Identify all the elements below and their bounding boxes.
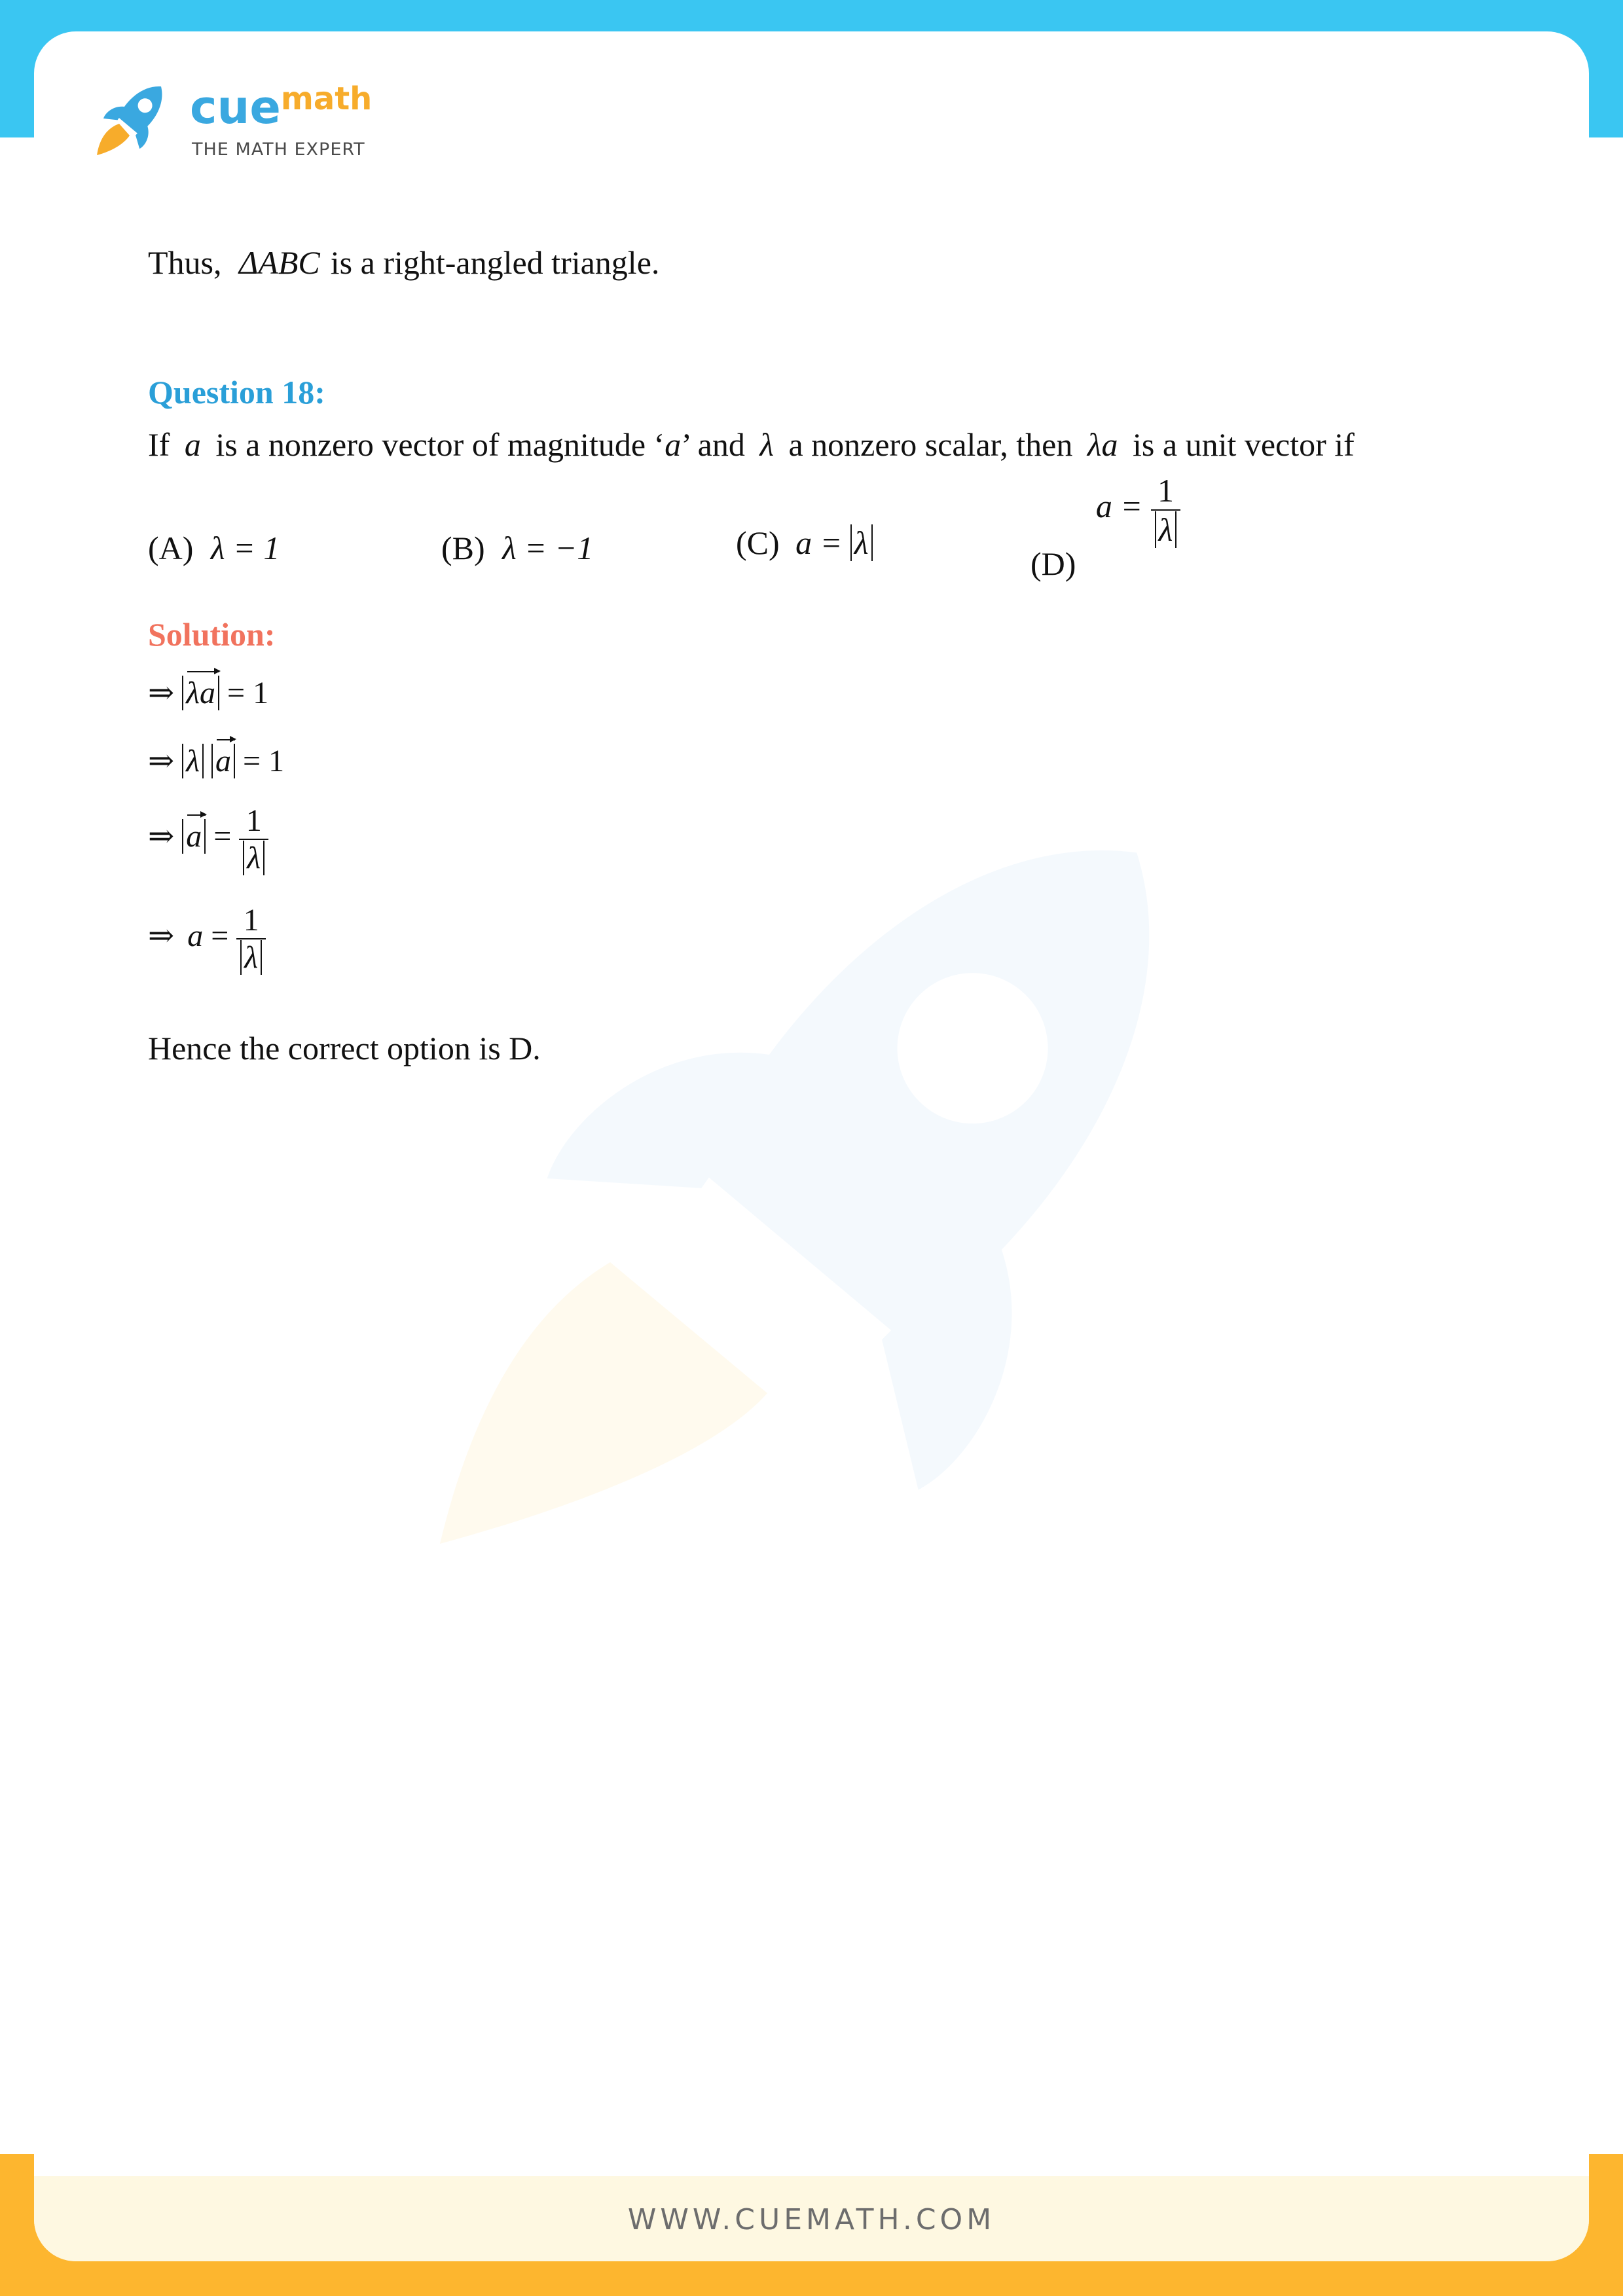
step1-abs-lambda-a <box>182 676 219 710</box>
step2-vector-a: a <box>215 744 232 778</box>
solution-heading: Solution: <box>148 616 276 653</box>
footer-url[interactable]: WWW.CUEMATH.COM <box>627 2203 996 2236</box>
brand-tagline: THE MATH EXPERT <box>192 139 365 160</box>
step1-one: 1 <box>253 676 269 710</box>
rocket-logo-icon <box>92 75 177 160</box>
option-b <box>441 529 593 567</box>
question-part5: a nonzero scalar, then <box>788 426 1073 463</box>
brand-name-math: math <box>280 81 373 117</box>
solution-step-4 <box>148 902 266 975</box>
step1-lambda-a: λa <box>186 676 216 710</box>
option-a-expr: λ = 1 <box>210 530 280 566</box>
option-d-fraction <box>1151 471 1181 549</box>
option-c-lhs: a = <box>795 524 843 561</box>
rocket-watermark-icon <box>401 725 1317 1642</box>
question-text <box>148 426 1355 464</box>
option-b-label: (B) <box>441 530 485 566</box>
page-card <box>34 31 1589 2261</box>
option-b-expr: λ = −1 <box>502 530 594 566</box>
step2-one: 1 <box>268 744 285 778</box>
option-d-abs-lambda: λ <box>1155 511 1177 548</box>
intro-line <box>148 244 659 282</box>
question-part6: is a unit vector if <box>1133 426 1355 463</box>
step2-abs-a <box>211 744 235 778</box>
conclusion: Hence the correct option is D. <box>148 1030 541 1066</box>
magnitude-a: a <box>665 426 682 463</box>
brand-name-cue: cue <box>190 81 281 134</box>
option-d-lhs: a = <box>1095 488 1143 525</box>
question-heading: Question 18: <box>148 374 325 410</box>
option-c <box>736 524 873 562</box>
question-if: If <box>148 426 170 463</box>
step4-numerator: 1 <box>243 903 259 938</box>
option-c-label: (C) <box>736 524 780 561</box>
option-d-numerator: 1 <box>1158 472 1174 509</box>
option-d-label: (D) <box>1030 545 1076 583</box>
lambda-a-vector: λa <box>1087 426 1118 463</box>
step3-vector-a: a <box>186 819 202 854</box>
step3-numerator: 1 <box>246 803 262 838</box>
step4-a: a <box>187 919 204 954</box>
brand-wordmark <box>190 81 373 134</box>
step4-abs-lambda: λ <box>240 940 262 975</box>
triangle-abc: ΔABC <box>239 244 320 281</box>
intro-suffix: is a right-angled triangle. <box>330 244 660 281</box>
solution-step-3 <box>148 803 268 876</box>
scalar-lambda: λ <box>759 426 774 463</box>
step2-abs-lambda: λ <box>182 744 204 778</box>
question-part2: is a nonzero vector of magnitude ‘ <box>215 426 665 463</box>
step4-implies: ⇒ <box>148 919 175 954</box>
footer-strip <box>34 2176 1589 2261</box>
step1-implies: ⇒ <box>148 676 175 710</box>
step3-abs-a <box>182 819 206 854</box>
question-part4: ’ and <box>681 426 745 463</box>
step2-eq: = <box>243 744 261 778</box>
solution-step-1 <box>148 674 268 711</box>
step1-eq: = <box>227 676 246 710</box>
option-d <box>1030 471 1180 583</box>
vector-a: a <box>184 426 201 463</box>
step2-implies: ⇒ <box>148 744 175 778</box>
step3-implies: ⇒ <box>148 819 175 854</box>
step4-fraction <box>236 902 266 975</box>
step3-abs-lambda: λ <box>243 841 264 875</box>
step3-eq: = <box>213 819 232 854</box>
step3-fraction <box>239 803 268 876</box>
option-c-abs-lambda: λ <box>850 524 873 561</box>
solution-step-2 <box>148 742 284 779</box>
option-a <box>148 529 280 567</box>
step4-eq: = <box>211 919 229 954</box>
option-a-label: (A) <box>148 530 194 566</box>
intro-prefix: Thus, <box>148 244 222 281</box>
